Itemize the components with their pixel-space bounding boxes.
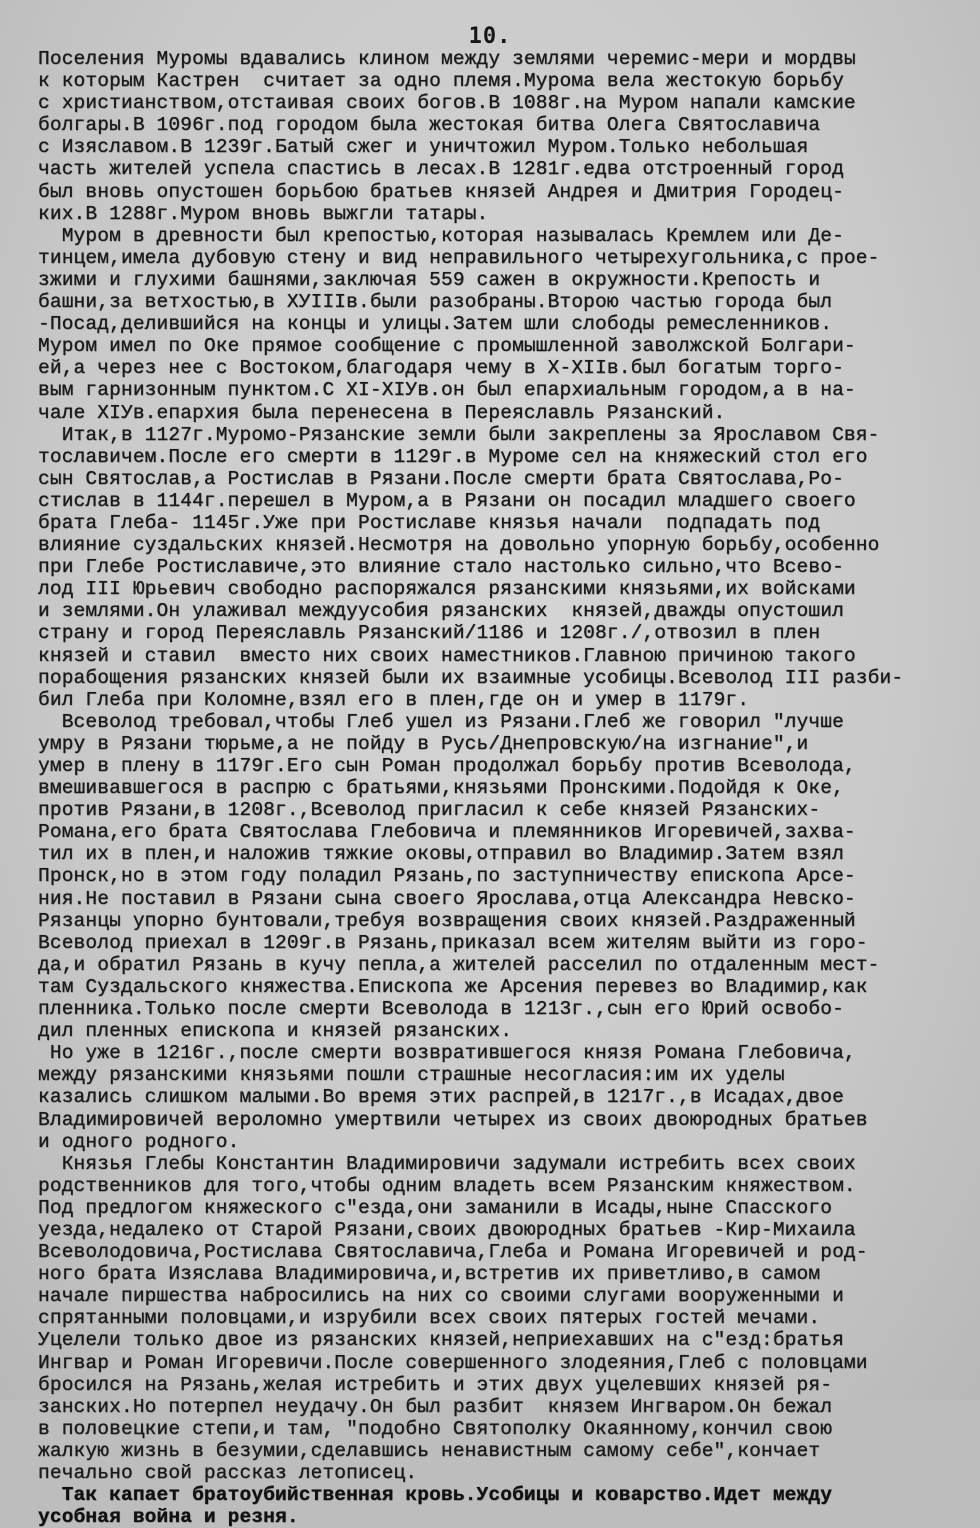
text-line: тославичем.После его смерти в 1129г.в Муроме сел на княжеский стол его	[38, 445, 868, 468]
text-line: Всеволод приехал в 1209г.в Рязань,приказал всем жителям выйти из горо-	[38, 931, 868, 954]
text-line: ей,а через нее с Востоком,благодаря чему в X-XIIв.был богатым торго-	[38, 357, 844, 380]
text-line: дил пленных епископа и князей рязанских.	[38, 1020, 513, 1043]
text-line: Уцелели только двое из рязанских князей,неприехавших на с"езд:братья	[38, 1329, 844, 1352]
text-line: жалкую жизнь в безумии,сделавшись ненавистным самому себе",кончает	[38, 1439, 821, 1462]
text-line: занских.Но потерпел неудачу.Он был разбит князем Ингваром.Он бежал	[38, 1395, 833, 1418]
text-line: брата Глеба- 1145г.Уже при Ростиславе князья начали подпадать под	[38, 511, 821, 534]
text-line: был вновь опустошен борьбою братьев князей Андрея и Дмитрия Городец-	[38, 180, 844, 203]
text-line: к которым Кастрен считает за одно племя.Мурома вела жестокую борьбу	[38, 70, 844, 93]
text-line: бил Глеба при Коломне,взял его в плен,где он и умер в 1179г.	[38, 688, 750, 711]
text-line: Муром имел по Оке прямое сообщение с промышленной заволжской Болгари-	[38, 335, 856, 358]
text-line: влияние суздальских князей.Несмотря на довольно упорную борьбу,особенно	[38, 534, 880, 557]
text-line: усобная война и резня.	[38, 1506, 299, 1528]
text-line: Но уже в 1216г.,после смерти возвратившегося князя Романа Глебовича,	[38, 1042, 856, 1065]
text-line: зжими и глухими башнями,заключая 559 сажен в окружности.Крепость и	[38, 268, 821, 291]
text-line: ких.В 1288г.Муром вновь выжгли татары.	[38, 202, 489, 225]
document-body	[38, 48, 968, 1528]
text-line: страну и город Переяславль Рязанский/1186 и 1208г./,отвозил в плен	[38, 622, 821, 645]
text-line: да,и обратил Рязань в кучу пепла,а жителей расселил по отдаленным мест-	[38, 953, 880, 976]
text-line: Поселения Муромы вдавались клином между землями черемис-мери и мордвы	[38, 48, 856, 70]
text-line: башни,за ветхостью,в ХУIIIв.были разобраны.Второю частью города был	[38, 291, 833, 314]
text-line: Князья Глебы Константин Владимировичи задумали истребить всех своих	[38, 1152, 856, 1175]
text-line: Так капает братоубийственная кровь.Усобицы и коварство.Идет между	[38, 1484, 833, 1507]
text-line: умер в плену в 1179г.Его сын Роман продолжал борьбу против Всеволода,	[38, 755, 856, 777]
text-line: Всеволодовича,Ростислава Святославича,Глеба и Романа Игоревичей и род-	[38, 1241, 868, 1264]
text-line: при Глебе Ростиславиче,это влияние стало настолько сильно,что Всево-	[38, 556, 844, 579]
text-line: с христианством,отстаивая своих богов.В 1088г.на Муром напали камские	[38, 92, 856, 115]
text-line: Рязанцы упорно бунтовали,требуя возвращения своих князей.Раздраженный	[38, 909, 856, 932]
text-line: князей и ставил вместо них своих наместников.Главною причиною такого	[38, 644, 856, 667]
text-line: лод III Юрьевич свободно распоряжался рязанскими князьями,их войсками	[38, 578, 856, 601]
text-line: стислав в 1144г.перешел в Муром,а в Рязани он посадил младшего своего	[38, 489, 856, 512]
text-line: в половецкие степи,и там, "подобно Святополку Окаянному,кончил свою	[38, 1417, 833, 1440]
text-line: сын Святослав,а Ростислав в Рязани.После смерти брата Святослава,Ро-	[38, 467, 844, 490]
text-line: начале пиршества набросились на них со своими слугами вооруженными и	[38, 1285, 844, 1308]
text-line: тинцем,имела дубовую стену и вид неправильного четырехугольника,с прое-	[38, 246, 880, 269]
text-line: часть жителей успела спастись в лесах.В 1281г.едва отстроенный город	[38, 158, 844, 181]
text-line: Итак,в 1127г.Муромо-Рязанские земли были закреплены за Ярославом Свя-	[38, 423, 880, 446]
text-line: вмешивавшегося в распрю с братьями,князьями Пронскими.Подойдя к Оке,	[38, 777, 844, 800]
text-line: и землями.Он улаживал междуусобия рязанских князей,дважды опустошил	[38, 600, 844, 623]
text-line: ния.Не поставил в Рязани сына своего Ярослава,отца Александра Невско-	[38, 887, 856, 910]
page-number: 10.	[468, 24, 512, 49]
text-line: умру в Рязани тюрьме,а не пойду в Русь/Днепровскую/на изгнание",и	[38, 732, 809, 755]
text-line: Под предлогом княжеского с"езда,они заманили в Исады,ныне Спасского	[38, 1196, 833, 1219]
text-line: и одного родного.	[38, 1130, 240, 1153]
text-line: болгары.В 1096г.под городом была жестокая битва Олега Святославича	[38, 114, 821, 137]
text-line: Владимировичей вероломно умертвили четырех из своих двоюродных братьев	[38, 1108, 868, 1131]
text-line: там Суздальского княжества.Епископа же Арсения перевез во Владимир,как	[38, 975, 868, 998]
text-line: с Изяславом.В 1239г.Батый сжег и уничтожил Муром.Только небольшая	[38, 136, 809, 159]
text-line: тил их в плен,и наложив тяжкие оковы,отправил во Владимир.Затем взял	[38, 843, 844, 866]
text-line: Ингвар и Роман Игоревичи.После совершенного злодеяния,Глеб с половцами	[38, 1351, 868, 1374]
text-line: Муром в древности был крепостью,которая называлась Кремлем или Де-	[38, 224, 844, 247]
text-line: ного брата Изяслава Владимировича,и,встретив их приветливо,в самом	[38, 1263, 821, 1286]
text-line: бросился на Рязань,желая истребить и этих двух уцелевших князей ря-	[38, 1373, 833, 1396]
text-line: вым гарнизонным пунктом.С XI-XIУв.он был епархиальным городом,а в на-	[38, 379, 856, 402]
text-line: Пронск,но в этом году поладил Рязань,по заступничеству епископа Арсе-	[38, 865, 856, 888]
text-line: казались слишком малыми.Во время этих распрей,в 1217г.,в Исадах,двое	[38, 1086, 844, 1109]
text-line: порабощения рязанских князей были их взаимные усобицы.Всеволод III разби-	[38, 666, 904, 689]
text-line: чале XIУв.епархия была перенесена в Переяславль Рязанский.	[38, 401, 726, 424]
text-line: пленника.Только после смерти Всеволода в 1213г.,сын его Юрий освобо-	[38, 998, 844, 1021]
text-line: против Рязани,в 1208г.,Всеволод пригласил к себе князей Рязанских-	[38, 799, 821, 822]
text-line: печально свой рассказ летописец.	[38, 1462, 418, 1484]
text-line: уезда,недалеко от Старой Рязани,своих двоюродных братьев -Кир-Михаила	[38, 1218, 856, 1241]
text-line: между рязанскими князьями пошли страшные несогласия:им их уделы	[38, 1064, 785, 1087]
text-line: -Посад,делившийся на концы и улицы.Затем шли слободы ремесленников.	[38, 313, 833, 336]
text-line: Романа,его брата Святослава Глебовича и племянников Игоревичей,захва-	[38, 821, 856, 844]
text-line: спрятанными половцами,и изрубили всех своих пятерых гостей мечами.	[38, 1307, 821, 1330]
text-line: Всеволод требовал,чтобы Глеб ушел из Рязани.Глеб же говорил "лучше	[38, 710, 844, 733]
text-line: родственников для того,чтобы одним владеть всем Рязанским княжеством.	[38, 1174, 856, 1197]
